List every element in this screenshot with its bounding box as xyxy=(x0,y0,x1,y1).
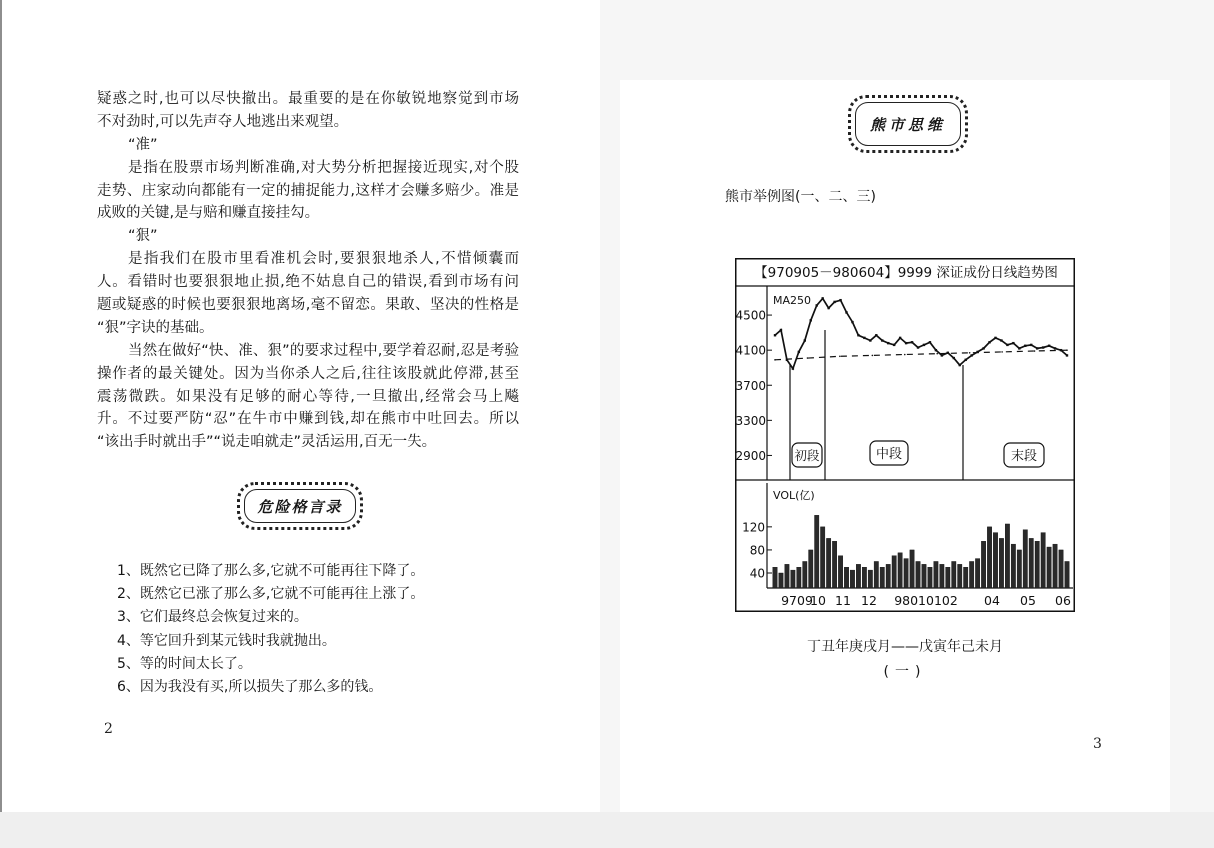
price-point xyxy=(1012,342,1014,344)
volume-bar xyxy=(880,567,884,588)
list-item: 3、它们最终总会恢复过来的。 xyxy=(117,609,308,626)
price-point xyxy=(887,342,889,344)
price-point xyxy=(1054,347,1056,349)
ma250-point xyxy=(1034,350,1036,352)
text-line: 人。看错时也要狠狠地止损,绝不姑息自己的错误,看到市场有问 xyxy=(97,274,519,291)
price-point xyxy=(869,339,871,341)
volume-bar xyxy=(1053,544,1057,588)
ma250-point xyxy=(839,356,841,358)
text-line: 走势、庄家动向都能有一定的捕捉能力,这样才会赚多赔少。准是 xyxy=(97,182,519,199)
volume-bar xyxy=(826,538,830,588)
volume-bar xyxy=(862,567,866,588)
price-tick-label: 2900 xyxy=(735,448,766,463)
volume-bar xyxy=(940,564,944,588)
volume-bar xyxy=(916,561,920,588)
price-tick-label: 4500 xyxy=(735,308,766,323)
volume-bar xyxy=(1035,541,1039,588)
volume-bar xyxy=(1029,538,1033,588)
price-point xyxy=(845,311,847,313)
text-line: 疑惑之时,也可以尽快撤出。最重要的是在你敏锐地察觉到市场 xyxy=(97,91,519,107)
volume-bar xyxy=(791,570,795,588)
ma250-point xyxy=(969,352,971,354)
volume-bar xyxy=(856,564,860,588)
price-point xyxy=(953,357,955,359)
price-point xyxy=(839,299,841,301)
ma250-point xyxy=(1001,351,1003,353)
price-point xyxy=(911,341,913,343)
price-point xyxy=(798,351,800,353)
price-point xyxy=(816,304,818,306)
price-point xyxy=(1066,354,1068,356)
volume-bar xyxy=(1017,550,1021,588)
text-line: 成败的关键,是与赔和赚直接挂勾。 xyxy=(97,205,320,222)
price-point xyxy=(1036,347,1038,349)
chart-title: 【970905－980604】9999 深证成份日线趋势图 xyxy=(754,265,1058,281)
volume-bar xyxy=(785,564,789,588)
scan-left-edge xyxy=(0,0,2,848)
volume-bar xyxy=(928,567,932,588)
page-number-right: 3 xyxy=(1093,736,1102,752)
price-point xyxy=(780,329,782,331)
left-page-body-text xyxy=(97,88,519,454)
trend-chart xyxy=(735,258,1075,612)
volume-bar xyxy=(844,567,848,588)
ma250-point xyxy=(936,353,938,355)
text-line: “狠”字诀的基础。 xyxy=(97,319,214,336)
segment-label-late xyxy=(1004,443,1044,467)
volume-bar xyxy=(803,561,807,588)
volume-bar xyxy=(809,550,813,588)
volume-bar xyxy=(1047,547,1051,588)
subheading-zhun: “准” xyxy=(128,136,158,153)
price-point xyxy=(941,354,943,356)
volume-bar xyxy=(952,561,956,588)
price-tick-label: 4100 xyxy=(735,343,766,358)
price-point xyxy=(1048,345,1050,347)
price-point xyxy=(935,349,937,351)
price-tick-label: 3700 xyxy=(735,378,766,393)
price-point xyxy=(982,347,984,349)
text-line: 当然在做好“快、准、狠”的要求过程中,要学着忍耐,忍是考验 xyxy=(128,342,519,359)
volume-bar xyxy=(934,561,938,588)
volume-tick-label: 40 xyxy=(749,566,765,581)
list-item: 1、既然它已降了那么多,它就不可能再往下降了。 xyxy=(117,563,425,579)
price-point xyxy=(959,364,961,366)
x-tick-label: 10 xyxy=(810,593,826,608)
price-point xyxy=(905,342,907,344)
x-tick-label: 11 xyxy=(835,593,851,608)
volume-bar xyxy=(999,538,1003,588)
segment-label-text: 初段 xyxy=(794,448,820,463)
volume-bar xyxy=(898,553,902,588)
price-point xyxy=(1006,344,1008,346)
volume-bar xyxy=(779,573,783,588)
text-line: 不对劲时,可以先声夺人地逃出来观望。 xyxy=(97,113,349,130)
segment-label-text: 末段 xyxy=(1010,449,1038,464)
volume-bar xyxy=(904,559,908,588)
figure-caption: 丁丑年庚戌月——戊寅年己未月 xyxy=(807,639,1003,655)
volume-bar xyxy=(1023,530,1027,588)
volume-bar xyxy=(958,564,962,588)
price-point xyxy=(1030,344,1032,346)
price-point xyxy=(1000,339,1002,341)
price-point xyxy=(893,344,895,346)
list-item: 6、因为我没有买,所以损失了那么多的钱。 xyxy=(117,678,383,695)
x-tick-label: 04 xyxy=(984,593,1000,608)
figure-number: (一) xyxy=(883,664,927,680)
list-item: 2、既然它已涨了那么多,它就不可能再往上涨了。 xyxy=(117,586,425,603)
text-line: 操作者的最关键处。因为当你杀人之后,往往该股就此停滞,甚至 xyxy=(97,365,519,382)
volume-bar xyxy=(868,570,872,588)
text-line: 是指在股票市场判断准确,对大势分析把握接近现实,对个股 xyxy=(128,159,519,176)
bottom-scan-margin xyxy=(0,812,1214,848)
segment-label-middle xyxy=(870,441,908,465)
volume-bar xyxy=(1065,561,1069,588)
volume-bar xyxy=(850,570,854,588)
price-point xyxy=(988,341,990,343)
x-tick-label: 98010102 xyxy=(894,593,958,608)
x-tick-label: 05 xyxy=(1020,593,1036,608)
text-line: 震荡微跌。如果没有足够的耐心等待,一旦撤出,经常会马上飚 xyxy=(97,388,519,405)
volume-bar xyxy=(963,567,967,588)
price-point xyxy=(1060,349,1062,351)
volume-bar xyxy=(874,561,878,588)
price-point xyxy=(899,337,901,339)
volume-bar xyxy=(815,515,819,588)
ma250-point xyxy=(872,355,874,357)
price-point xyxy=(857,334,859,336)
ma250-point xyxy=(1066,349,1068,351)
chapter-title: 熊市思维 xyxy=(869,115,946,134)
price-tick-label: 3300 xyxy=(735,413,766,428)
text-line: 是指我们在股市里看准机会时,要狠狠地杀人,不惜倾囊而 xyxy=(128,251,519,268)
volume-bar xyxy=(838,556,842,588)
price-point xyxy=(851,321,853,323)
price-point xyxy=(964,359,966,361)
volume-bar xyxy=(1005,524,1009,588)
volume-bar xyxy=(969,561,973,588)
figure-intro: 熊市举例图(一、二、三) xyxy=(725,189,876,205)
segment-label-early xyxy=(792,443,822,467)
price-point xyxy=(1018,347,1020,349)
chapter-title-box xyxy=(848,95,968,153)
volume-bar xyxy=(892,556,896,588)
price-point xyxy=(929,341,931,343)
maxim-list xyxy=(117,560,477,699)
list-item: 5、等的时间太长了。 xyxy=(117,655,252,672)
volume-bar xyxy=(797,567,801,588)
price-point xyxy=(875,334,877,336)
price-point xyxy=(917,346,919,348)
volume-bar xyxy=(773,567,777,588)
price-point xyxy=(994,337,996,339)
volume-bar xyxy=(946,567,950,588)
volume-tick-label: 120 xyxy=(742,520,765,535)
price-point xyxy=(947,352,949,354)
volume-tick-label: 80 xyxy=(749,543,765,558)
volume-bar xyxy=(1041,533,1045,588)
price-point xyxy=(821,297,823,299)
list-item: 4、等它回升到某元钱时我就抛出。 xyxy=(117,632,336,649)
price-point xyxy=(1024,345,1026,347)
price-point xyxy=(833,301,835,303)
ma250-point xyxy=(904,354,906,356)
volume-bar xyxy=(987,527,991,588)
x-tick-label: 06 xyxy=(1055,593,1071,608)
subheading-hen: “狠” xyxy=(128,228,158,245)
price-point xyxy=(863,337,865,339)
x-tick-label: 9709 xyxy=(781,593,813,608)
volume-bar xyxy=(832,541,836,588)
section-title: 危险格言录 xyxy=(257,497,343,516)
volume-bar xyxy=(981,541,985,588)
volume-bar xyxy=(886,564,890,588)
price-point xyxy=(881,339,883,341)
price-point xyxy=(804,339,806,341)
ma250-point xyxy=(807,357,809,359)
volume-bar xyxy=(910,550,914,588)
x-tick-label: 12 xyxy=(861,593,877,608)
ma250-label: MA250 xyxy=(773,294,812,307)
price-point xyxy=(786,359,788,361)
volume-bar xyxy=(820,527,824,588)
price-point xyxy=(970,354,972,356)
price-point xyxy=(976,351,978,353)
price-point xyxy=(923,344,925,346)
text-line: “该出手时就出手”“说走咱就走”灵活运用,百无一失。 xyxy=(97,434,437,451)
volume-bar xyxy=(1059,550,1063,588)
volume-bar xyxy=(1011,544,1015,588)
text-line: 题或疑惑的时候也要狠狠地离场,毫不留恋。果敢、坚决的性格是 xyxy=(97,297,519,314)
price-point xyxy=(792,367,794,369)
price-point xyxy=(774,334,776,336)
volume-bar xyxy=(993,533,997,588)
text-line: 升。不过要严防“忍”在牛市中赚到钱,却在熊市中吐回去。所以 xyxy=(97,411,519,428)
volume-bar xyxy=(922,564,926,588)
page-number-left: 2 xyxy=(104,721,113,737)
section-title-box xyxy=(237,482,363,530)
volume-bar xyxy=(975,559,979,588)
price-point xyxy=(810,319,812,321)
price-point xyxy=(1042,346,1044,348)
price-point xyxy=(827,307,829,309)
volume-label: VOL(亿) xyxy=(773,489,815,502)
ma250-point xyxy=(774,359,776,361)
segment-label-text: 中段 xyxy=(875,447,903,462)
